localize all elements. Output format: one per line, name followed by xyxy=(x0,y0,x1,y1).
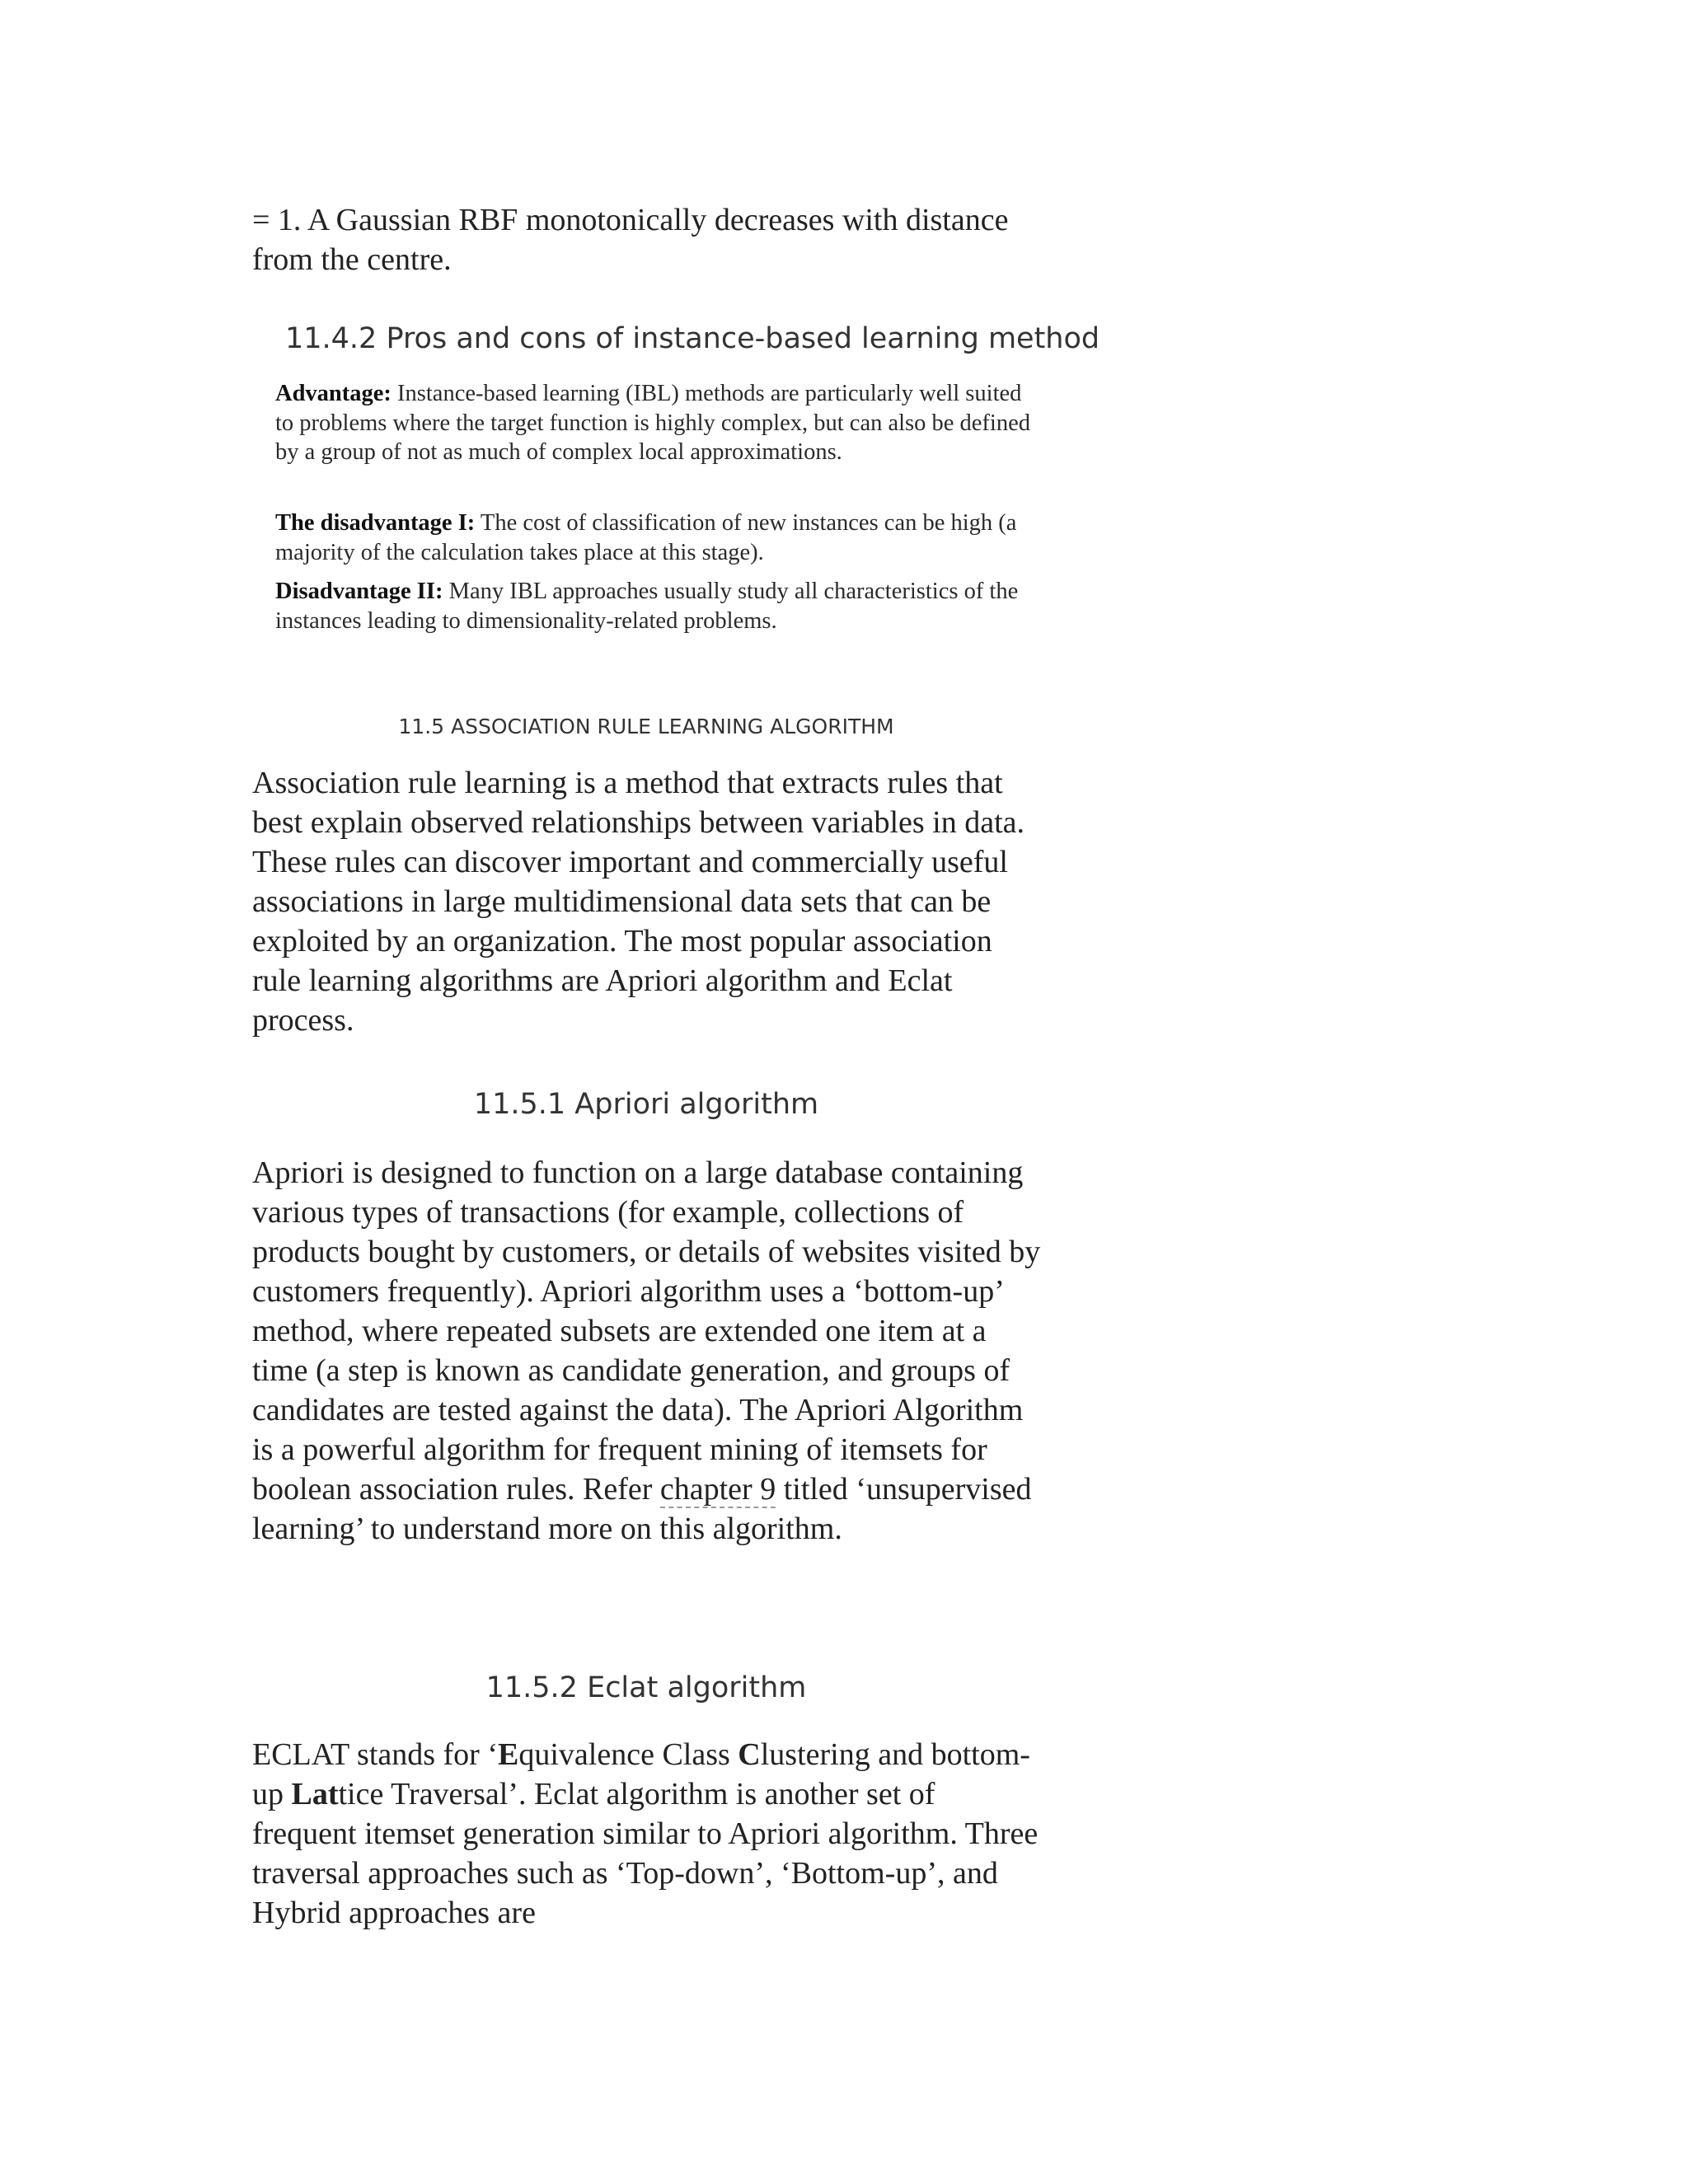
apriori-text-before-link: Apriori is designed to function on a large database containing various types of transactions (for example, collections of products bought by customers, or details of websites visited by customers frequently). Apriori algorithm uses a ‘bottom-up’ method, where repeated subsets are extended one item at a time (a step is known as candidate generation, and groups of candidates are tested against the data). The Apriori Algorithm is a powerful algorithm for frequent mining of itemsets for boolean association rules. Refer xyxy=(252,1155,1041,1507)
advantage-text: Instance-based learning (IBL) methods are particularly well suited to problems where the target function is highly complex, but can also be defined by a group of not as much of complex local approximations. xyxy=(275,381,1030,465)
disadvantage-2-paragraph xyxy=(275,577,1034,635)
eclat-text-part-1: ECLAT stands for ‘ xyxy=(252,1737,498,1772)
section-heading-11-5-2: 11.5.2 Eclat algorithm xyxy=(485,1671,807,1704)
eclat-bold-e: E xyxy=(498,1737,519,1772)
apriori-paragraph xyxy=(252,1153,1043,1549)
association-rule-paragraph: Association rule learning is a method that extracts rules that best explain observed relationships between variables in data. These rules can discover important and commercially useful associations in large multidimensional data sets that can be exploited by an organization. The most popular association rule learning algorithms are Apriori algorithm and Eclat process. xyxy=(252,766,1025,1038)
eclat-text-part-3: lustering and bottom-up xyxy=(252,1737,1030,1811)
eclat-bold-c: C xyxy=(738,1737,761,1772)
eclat-bold-lat: Lat xyxy=(291,1777,339,1811)
eclat-text-part-4: tice Traversal’. Eclat algorithm is another set of frequent itemset generation similar to Apriori algorithm. Three traversal approaches such as ‘Top-down’, ‘Bottom-up’, and Hybrid approaches are xyxy=(252,1777,1039,1930)
section-heading-11-5-1: 11.5.1 Apriori algorithm xyxy=(473,1088,819,1121)
intro-paragraph: = 1. A Gaussian RBF monotonically decreases with distance from the centre. xyxy=(252,203,1009,277)
section-heading-11-4-2: 11.4.2 Pros and cons of instance-based learning method xyxy=(285,322,1100,355)
chapter-9-link[interactable]: chapter 9 xyxy=(659,1472,776,1507)
disadvantage-2-text: Many IBL approaches usually study all characteristics of the instances leading to dimensionality-related problems. xyxy=(275,579,1019,634)
disadvantage-1-label: The disadvantage I: xyxy=(275,510,476,536)
eclat-paragraph xyxy=(252,1735,1043,1933)
eclat-text-part-2: quivalence Class xyxy=(518,1737,738,1772)
section-heading-11-5: 11.5 ASSOCIATION RULE LEARNING ALGORITHM xyxy=(398,715,894,738)
disadvantage-2-label: Disadvantage II: xyxy=(275,579,443,604)
advantage-paragraph xyxy=(275,379,1034,467)
disadvantage-1-text: The cost of classification of new instances can be high (a majority of the calculation takes place at this stage). xyxy=(275,510,1017,565)
apriori-text-after-link: titled ‘unsupervised learning’ to understand more on this algorithm. xyxy=(252,1472,1032,1546)
disadvantage-1-paragraph xyxy=(275,509,1034,567)
advantage-label: Advantage: xyxy=(275,381,392,406)
